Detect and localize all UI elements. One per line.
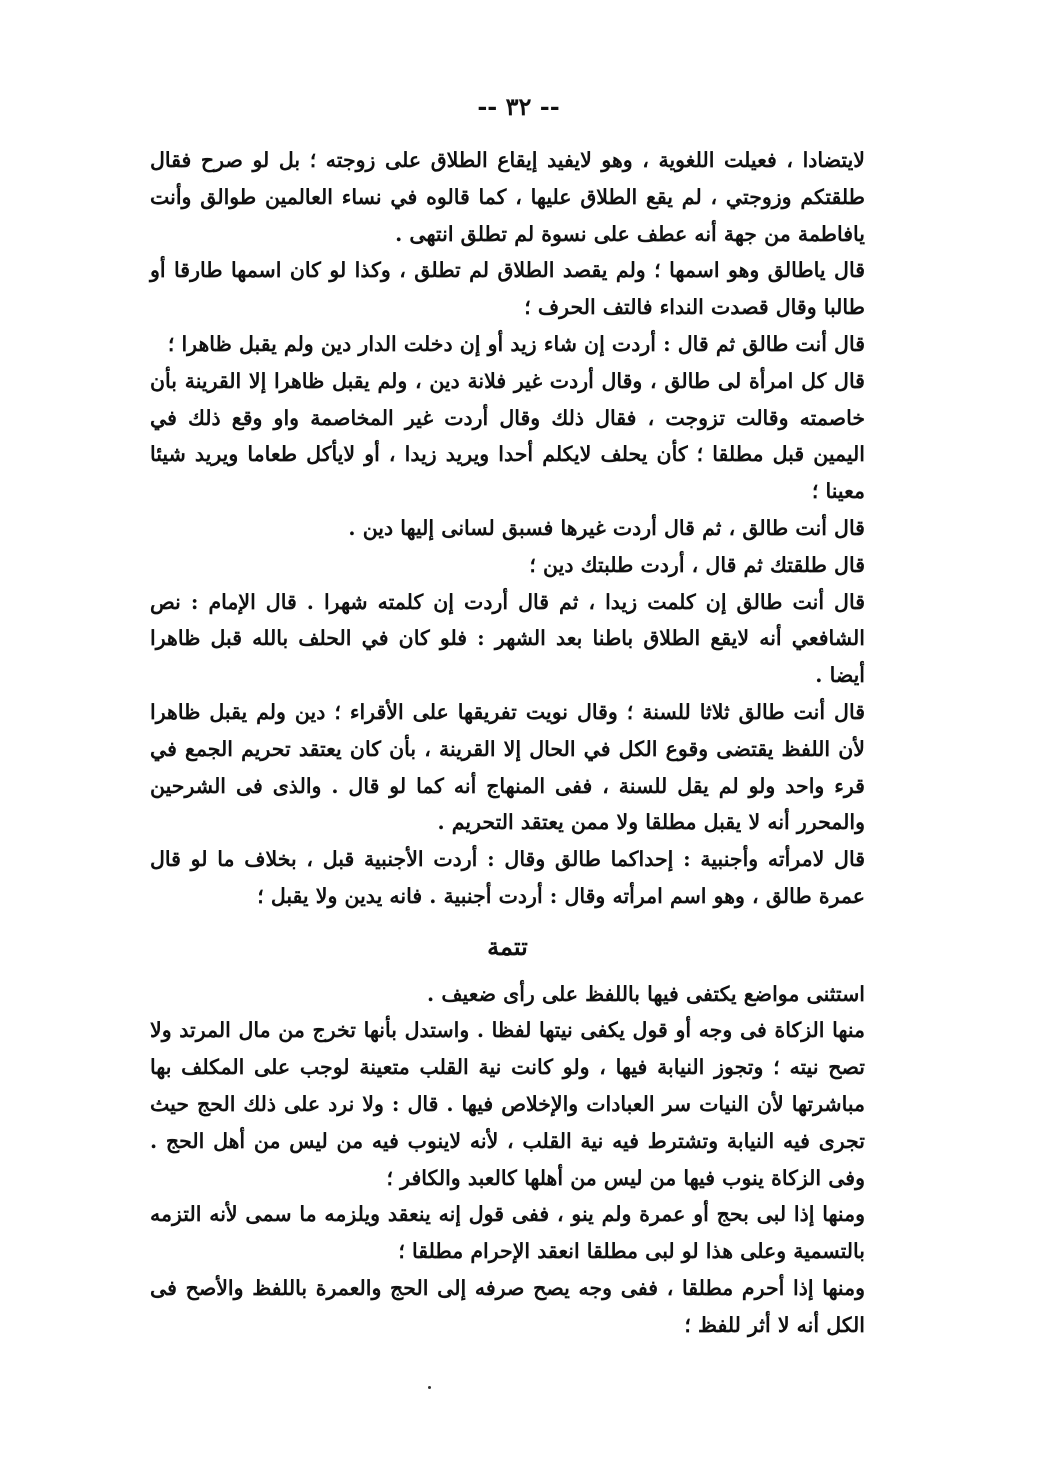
ink-speck <box>428 1386 431 1389</box>
paragraph: ومنها إذا أحرم مطلقا ، ففى وجه يصح صرفه إلى الحج والعمرة باللفظ والأصح فى الكل أنه لا أثر للفظ ؛ <box>150 1275 865 1337</box>
paragraph: قال أنت طالق ثم قال : أردت إن شاء زيد أو إن دخلت الدار دين ولم يقبل ظاهرا ؛ <box>167 331 865 356</box>
paragraph: منها الزكاة فى وجه أو قول يكفى نيتها لفظا . واستدل بأنها تخرج من مال المرتد ولا تصح نيته ؛ وتجوز النيابة فيها ، ولو كانت نية القلب متعينة لوجب على المكلف بها مباشرتها لأن النيات سر العبادات والإخلاص فيها . قال : ولا نرد على ذلك الحج حيث تجرى فيه النيابة وتشترط فيه نية القلب ، لأنه لاينوب فيه من ليس من أهل الحج . وفى الزكاة ينوب فيها من ليس من أهلها كالعبد والكافر ؛ <box>150 1018 865 1190</box>
page-number: -- ٣٢ -- <box>477 92 560 121</box>
paragraph: استثنى مواضع يكتفى فيها باللفظ على رأى ضعيف . <box>427 981 865 1006</box>
paragraph: لايتضادا ، فعيلت اللغوية ، وهو لايفيد إيقاع الطلاق على زوجته ؛ بل لو صرح فقال طلقتكم وزوجتي ، لم يقع الطلاق عليها ، كما قالوه في نساء العالمين طوالق وأنت يافاطمة من جهة أنه عطف على نسوة لم تطلق انتهى . <box>150 148 865 246</box>
paragraph: قال أنت طالق ثلاثا للسنة ؛ وقال نويت تفريقها على الأقراء ؛ دين ولم يقبل ظاهرا لأن اللفظ يقتضى وقوع الكل في الحال إلا القرينة ، بأن كان يعتقد تحريم الجمع في قرء واحد ولو لم يقل للسنة ، ففى المنهاج أنه كما لو قال . والذى فى الشرحين والمحرر أنه لا يقبل مطلقا ولا ممن يعتقد التحريم . <box>150 699 865 835</box>
paragraph: قال أنت طالق ، ثم قال أردت غيرها فسبق لسانى إليها دين . <box>348 515 865 540</box>
body-text <box>150 142 865 1344</box>
paragraph: قال ياطالق وهو اسمها ؛ ولم يقصد الطلاق لم تطلق ، وكذا لو كان اسمها طارقا أو طالبا وقال قصدت النداء فالتف الحرف ؛ <box>150 258 865 320</box>
paragraph: قال كل امرأة لى طالق ، وقال أردت غير فلانة دين ، ولم يقبل ظاهرا إلا القرينة بأن خاصمته وقالت تزوجت ، فقال ذلك وقال أردت غير المخاصمة واو وقع ذلك في اليمين قبل مطلقا ؛ كأن يحلف لايكلم أحدا ويريد زيدا ، أو لايأكل طعاما ويريد شيئا معينا ؛ <box>150 368 865 504</box>
paragraph: قال أنت طالق إن كلمت زيدا ، ثم قال أردت إن كلمته شهرا . قال الإمام : نص الشافعي أنه لايقع الطلاق باطنا بعد الشهر : فلو كان في الحلف بالله قبل ظاهرا أيضا . <box>150 589 865 688</box>
paragraph: ومنها إذا لبى بحج أو عمرة ولم ينو ، ففى قول إنه ينعقد ويلزمه ما سمى لأنه التزمه بالتسمية وعلى هذا لو لبى مطلقا انعقد الإحرام مطلقا ؛ <box>150 1202 865 1264</box>
paragraph: قال لامرأته وأجنبية : إحداكما طالق وقال : أردت الأجنبية قبل ، بخلاف ما لو قال عمرة طالق ، وهو اسم امرأته وقال : أردت أجنبية . فانه يدين ولا يقبل ؛ <box>150 847 865 908</box>
section-title: تتمة <box>487 931 528 961</box>
paragraph: قال طلقتك ثم قال ، أردت طلبتك دين ؛ <box>529 552 865 577</box>
